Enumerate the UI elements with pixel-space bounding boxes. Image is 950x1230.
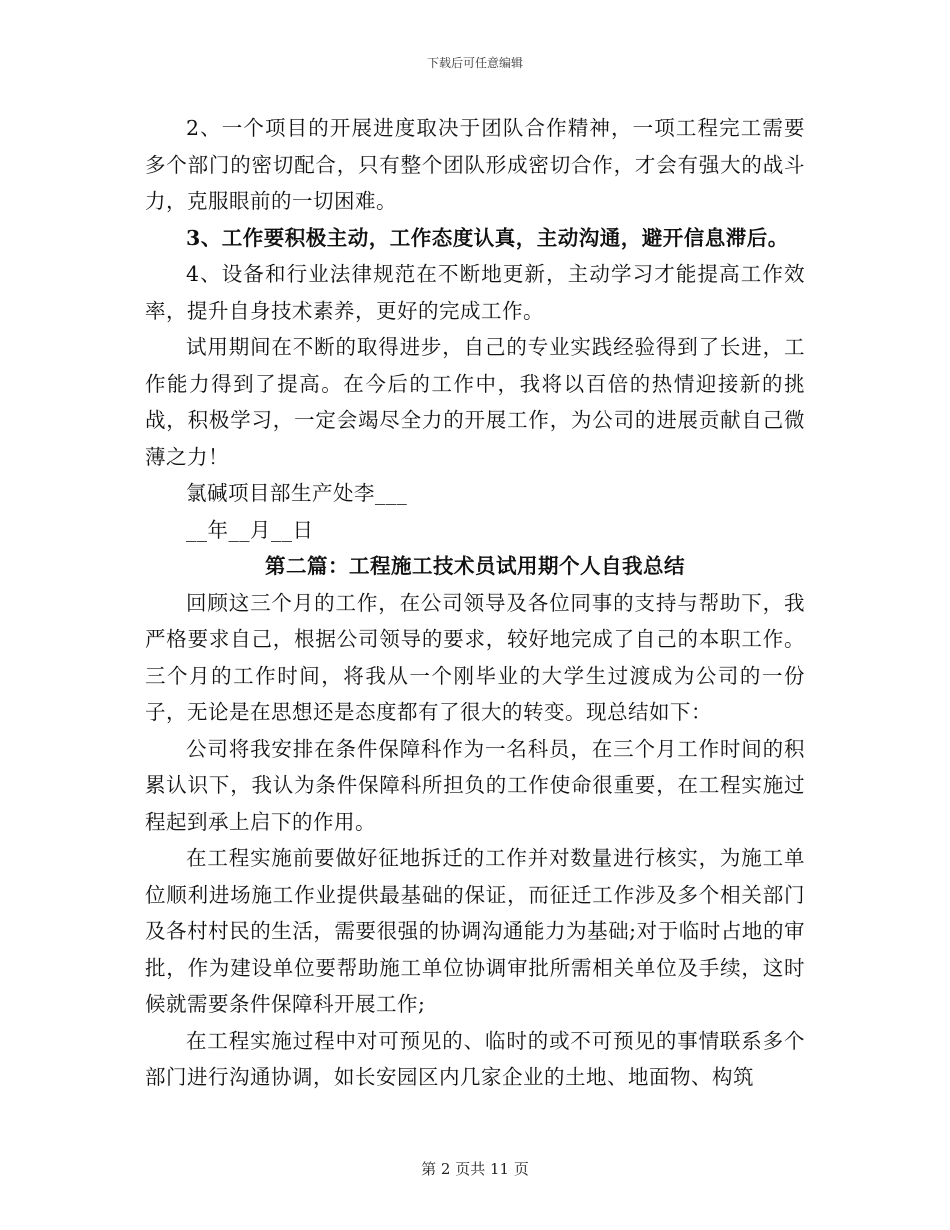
document-body	[145, 110, 805, 1096]
paragraph-item-4: 4、设备和行业法律规范在不断地更新，主动学习才能提高工作效率，提升自身技术素养，更好的完成工作。	[145, 262, 805, 323]
paragraph-assignment: 公司将我安排在条件保障科作为一名科员，在三个月工作时间的积累认识下，我认为条件保障科所担负的工作使命很重要，在工程实施过程起到承上启下的作用。	[145, 736, 805, 834]
paragraph-item-2: 2、一个项目的开展进度取决于团队合作精神，一项工程完工需要多个部门的密切配合，只有整个团队形成密切合作，才会有强大的战斗力，克服眼前的一切困难。	[145, 116, 805, 213]
section-title: 第二篇：工程施工技术员试用期个人自我总结	[265, 554, 685, 578]
paragraph-item-3: 3、工作要积极主动，工作态度认真，主动沟通，避开信息滞后。	[186, 225, 789, 250]
paragraph-land-acquisition: 在工程实施前要做好征地拆迁的工作并对数量进行核实，为施工单位顺利进场施工作业提供最基础的保证，而征迁工作涉及多个相关部门及各村村民的生活，需要很强的协调沟通能力为基础;对于临时占地的审批，作为建设单位要帮助施工单位协调审批所需相关单位及手续，这时候就需要条件保障科开展工作;	[145, 846, 805, 1016]
paragraph-review: 回顾这三个月的工作，在公司领导及各位同事的支持与帮助下，我严格要求自己，根据公司领导的要求，较好地完成了自己的本职工作。三个月的工作时间，将我从一个刚毕业的大学生过渡成为公司的一份子，无论是在思想还是态度都有了很大的转变。现总结如下：	[145, 590, 805, 724]
page-header: 下载后可任意编辑	[426, 56, 523, 70]
paragraph-conclusion: 试用期间在不断的取得进步，自己的专业实践经验得到了长进，工作能力得到了提高。在今后的工作中，我将以百倍的热情迎接新的挑战，积极学习，一定会竭尽全力的开展工作，为公司的进展贡献自己微薄之力！	[145, 335, 805, 469]
signature-line: 氯碱项目部生产处李___	[186, 481, 408, 505]
paragraph-coordination: 在工程实施过程中对可预见的、临时的或不可预见的事情联系多个部门进行沟通协调，如长安园区内几家企业的土地、地面物、构筑	[145, 1028, 805, 1089]
page-footer: 第 2 页共 11 页	[421, 1160, 529, 1178]
date-line: __年__月__日	[186, 517, 314, 542]
